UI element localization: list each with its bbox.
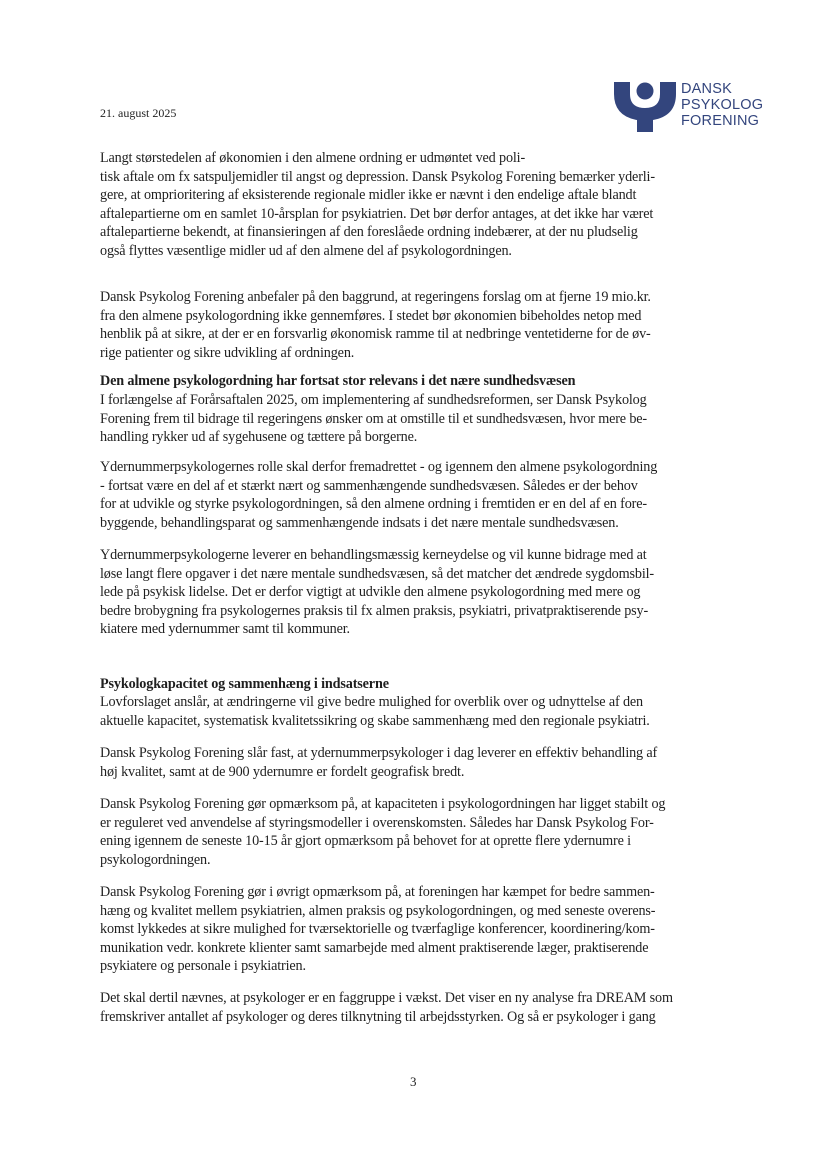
text-line: byggende, behandlingsparat og sammenhængende indsats i det nære mentale sundhedsvæsen.: [100, 514, 619, 531]
logo-line: DANSK: [681, 81, 732, 97]
paragraph: [100, 149, 655, 261]
text-line: Ydernummerpsykologerne leverer en behandlingsmæssig kerneydelse og vil kunne bidrage med at: [100, 547, 647, 563]
text-line: aktuelle kapacitet, systematisk kvalitetssikring og skabe sammenhæng med den regionale psykiatri.: [100, 712, 650, 729]
paragraph: [100, 391, 647, 447]
letter-date: 21. august 2025: [100, 106, 177, 120]
text-line: psykologordningen.: [100, 851, 211, 868]
section-heading: Den almene psykologordning har fortsat stor relevans i det nære sundhedsvæsen: [100, 373, 576, 389]
paragraph: [100, 693, 650, 730]
text-line: Ydernummerpsykologernes rolle skal derfor fremadrettet - og igennem den almene psykologordning: [100, 459, 658, 475]
text-line: - fortsat være en del af et stærkt nært og sammenhængende sundhedsvæsen. Således er der behov: [100, 477, 638, 494]
paragraph: [100, 795, 665, 869]
text-line: I forlængelse af Forårsaftalen 2025, om implementering af sundhedsreformen, ser Dansk Psykolog: [100, 392, 647, 408]
text-line: psykiatere og personale i psykiatrien.: [100, 958, 306, 975]
text-line: også flyttes væsentlige midler ud af den almene del af psykologordningen.: [100, 242, 512, 259]
text-line: fremskriver antallet af psykologer og deres tilknytning til arbejdsstyrken. Og så er psykologer i gang: [100, 1008, 656, 1025]
text-line: hæng og kvalitet mellem psykiatrien, almen praksis og psykologordningen, og med seneste overens-: [100, 902, 656, 919]
text-line: rige patienter og sikre udvikling af ordningen.: [100, 344, 355, 361]
text-line: bedre brobygning fra psykologernes praksis til fx almen praksis, psykiatri, privatpraktiserende psy-: [100, 602, 649, 619]
text-line: lede på psykisk lidelse. Det er derfor vigtigt at udvikle den almene psykologordning med mere og: [100, 584, 641, 601]
text-line: handling rykker ud af sygehusene og tættere på borgerne.: [100, 429, 418, 446]
text-line: munikation vedr. konkrete klienter samt samarbejde med alment praktiserende læger, praktiserende: [100, 939, 649, 956]
text-line: høj kvalitet, samt at de 900 ydernumre er fordelt geografisk bredt.: [100, 763, 465, 780]
organization-logo-text: [681, 81, 763, 129]
text-line: tisk aftale om fx satspuljemidler til angst og depression. Dansk Psykolog Forening bemærker yderli-: [100, 168, 655, 185]
text-line: Dansk Psykolog Forening anbefaler på den baggrund, at regeringens forslag om at fjerne 19 mio.kr.: [100, 289, 651, 305]
text-line: Dansk Psykolog Forening gør opmærksom på, at kapaciteten i psykologordningen har ligget stabilt og: [100, 796, 666, 812]
text-line: fra den almene psykologordning ikke gennemføres. I stedet bør økonomien bibeholdes netop med: [100, 307, 642, 324]
text-line: for at udvikle og styrke psykologordningen, så den almene ordning i fremtiden er en del af en fore-: [100, 496, 647, 513]
text-line: komst lykkedes at sikre mulighed for tværsektorielle og tværfaglige konferencer, koordinering/kom-: [100, 921, 655, 938]
paragraph: [100, 883, 655, 976]
paragraph: [100, 458, 657, 532]
text-line: henblik på at sikre, at der er en forsvarlig økonomisk ramme til at nedbringe ventetiderne for de øv-: [100, 326, 651, 343]
text-line: løse langt flere opgaver i det nære mentale sundhedsvæsen, så det matcher det ændrede sygdomsbil-: [100, 565, 654, 582]
text-line: Dansk Psykolog Forening gør i øvrigt opmærksom på, at foreningen har kæmpet for bedre sammen-: [100, 884, 655, 900]
text-line: gere, at omprioritering af eksisterende regionale midler ikke er nævnt i den endelige aftale blandt: [100, 187, 637, 204]
text-line: aftalepartierne bekendt, at finansieringen af den foreslåede ordning indebærer, at der nu pludselig: [100, 224, 638, 241]
text-line: ening igennem de seneste 10-15 år gjort opmærksom på behovet for at oprette flere ydernumre i: [100, 833, 631, 850]
page-number: 3: [410, 1074, 417, 1089]
logo-line: FORENING: [681, 113, 760, 129]
paragraph: [100, 288, 651, 362]
section-heading: Psykologkapacitet og sammenhæng i indsatserne: [100, 676, 389, 692]
paragraph: [100, 546, 654, 639]
organization-logo-icon: [612, 80, 678, 132]
text-line: kiatere med ydernummer samt til kommuner.: [100, 621, 350, 638]
text-line: Det skal dertil nævnes, at psykologer er en faggruppe i vækst. Det viser en ny analyse fra DREAM som: [100, 990, 673, 1006]
logo-line: PSYKOLOG: [681, 97, 764, 113]
paragraph: [100, 989, 673, 1026]
paragraph: [100, 744, 657, 781]
text-line: er reguleret ved anvendelse af styringsmodeller i overenskomsten. Således har Dansk Psykolog For-: [100, 814, 654, 831]
text-line: Langt størstedelen af økonomien i den almene ordning er udmøntet ved poli-: [100, 150, 526, 166]
text-line: aftalepartierne om en samlet 10-årsplan for psykiatrien. Det bør derfor antages, at det ikke har været: [100, 205, 654, 222]
text-line: Lovforslaget anslår, at ændringerne vil give bedre mulighed for overblik over og udnyttelse af den: [100, 694, 643, 710]
text-line: Forening frem til bidrage til regeringens ønsker om at omstille til et sundhedsvæsen, hvor mere be-: [100, 410, 648, 427]
text-line: Dansk Psykolog Forening slår fast, at ydernummerpsykologer i dag leverer en effektiv behandling af: [100, 745, 658, 761]
